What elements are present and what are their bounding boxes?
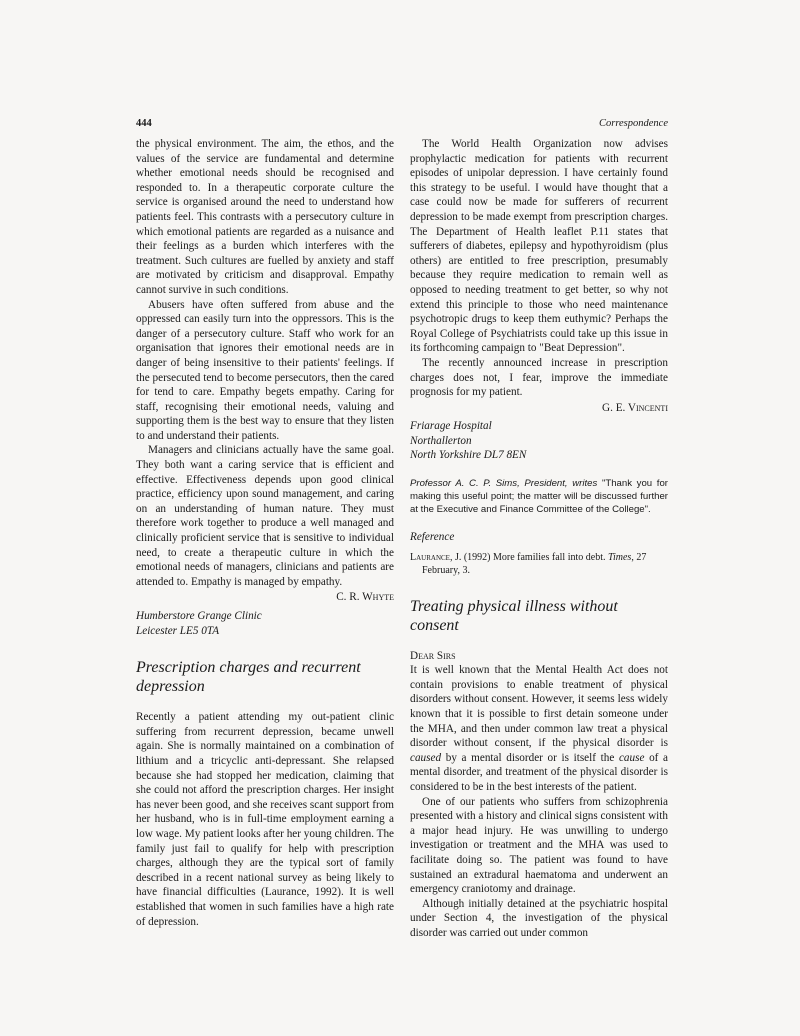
address-line: North Yorkshire DL7 8EN	[410, 449, 527, 462]
note-text: "Thank you for making this useful point; the matter will be discussed further at the Executive and Finance Committee of the College".	[410, 478, 668, 516]
text-run: It is well known that the Mental Health Act does not contain provisions to enable treatment of physical disorders without consent. However, it seems less widely known that it is possible to first detain someone under the MHA, and then under common law treat a physical disorder without consent, if the physical disorder is	[410, 664, 668, 750]
reference-journal: Times	[607, 551, 632, 563]
paragraph: One of our patients who suffers from schizophrenia presented with a history and clinical signs consistent with a major head injury. He was unwilling to undergo investigation or treatment and the MHA was used to facilitate doing so. The patient was found to have sustained an extradural haematoma and underwent an emergency craniotomy and drainage.	[410, 795, 668, 896]
reference-author: Laurance, J.	[410, 551, 462, 563]
paragraph	[410, 663, 668, 794]
note-author: Professor A. C. P. Sims, President, writes	[410, 478, 598, 490]
reference-heading: Reference	[410, 531, 455, 544]
author-address	[410, 419, 668, 463]
signature: C. R. Whyte	[336, 591, 394, 604]
paragraph: The recently announced increase in prescription charges does not, I fear, improve the immediate prognosis for my patient.	[410, 356, 668, 399]
article-heading: Treating physical illness without consent	[410, 597, 618, 634]
emphasis: cause	[618, 751, 645, 764]
left-column	[136, 137, 394, 929]
address-line: Humberstore Grange Clinic	[136, 610, 262, 622]
paragraph: the physical environment. The aim, the ethos, and the values of the service are fundamental and determine whether emotional needs should be recognised and responded to. In a therapeutic corporate culture the service is organised around the need to understand how patients feel. This contrasts with a persecutory culture in which emotional patients are regarded as a nuisance and their feelings as a burden which interferes with the treatment. Such cultures are fuelled by anxiety and staff are motivated by criticism and disapproval. Empathy cannot survive in such conditions.	[136, 138, 394, 296]
address-line: Leicester LE5 0TA	[136, 624, 220, 637]
author-address	[136, 609, 394, 638]
paragraph: Managers and clinicians actually have the same goal. They both want a caring service that is efficient and effective. Effectiveness depends upon good clinical practice, efficiency upon sound management, and caring on an understanding of human nature. They must therefore work together to produce a well managed and clinically proficient service that is sensitive to individual need, to create a therapeutic culture in which the emotional needs of managers, clinicians and patients are attended to. Empathy is managed by empathy.	[136, 444, 394, 588]
emphasis: caused	[410, 751, 442, 764]
running-head: Correspondence	[598, 118, 668, 129]
paragraph: Recently a patient attending my out-patient clinic suffering from recurrent depression, became unwell again. She is normally maintained on a combination of lithium and a tricyclic anti-depressant. She relapsed because she had stopped her medication, claiming that she could not afford the prescription charges. Her insight has never been good, and she receives scant support from her husband, who is in full-time employment earning a low wage. My patient looks after her young children. The family just fail to qualify for help with prescription charges, although they are the typical sort of family described in a recent national survey as being likely to have financial difficulties (Laurance, 1992). It is well established that women in such families have a high rate of depression.	[136, 711, 394, 928]
address-line: Friarage Hospital	[410, 420, 492, 433]
article-heading: Prescription charges and recurrent depression	[136, 659, 361, 696]
reference-entry	[410, 551, 668, 577]
salutation: Dear Sirs	[410, 649, 456, 662]
right-column	[410, 137, 668, 941]
paragraph: Although initially detained at the psychiatric hospital under Section 4, the investigation of the physical disorder was carried out under common	[410, 897, 668, 939]
reference-details: , 27 February, 3.	[422, 551, 647, 576]
address-line: Northallerton	[410, 434, 472, 447]
text-run: by a mental disorder or is itself the	[441, 751, 619, 764]
page-number: 444	[136, 118, 152, 129]
paragraph: The World Health Organization now advises prophylactic medication for patients with recurrent episodes of unipolar depression. I have certainly found this strategy to be useful. I would have thought that a case could now be made for sufferers of recurrent depression to be made exempt from prescription charges. The Department of Health leaflet P.11 states that sufferers of diabetes, epilepsy and hypothyroidism (plus others) are entitled to free prescription, presumably because they require medication to remain well as opposed to needing treatment to get better, so why not extend this principle to those who need maintenance psychotropic drugs to keep them euthymic? Perhaps the Royal College of Psychiatrists could take up this issue in its forthcoming campaign to "Beat Depression".	[410, 138, 668, 355]
signature: G. E. Vincenti	[602, 401, 668, 414]
reference-title: (1992) More families fall into debt.	[461, 551, 608, 563]
text-run: of a mental disorder, and treatment of the physical disorder is considered to be in the best interests of the patient.	[410, 751, 668, 793]
editor-note	[410, 477, 668, 516]
paragraph: Abusers have often suffered from abuse and the oppressed can easily turn into the oppressors. This is the danger of a persecutory culture. Staff who work for an organisation that ignores their emotional needs are in danger of being insensitive to their patients' feelings. If the persecuted tend to become persecutors, then the cared for tend to care. Empathy begets empathy. Caring for staff, recognising their emotional needs, valuing and supporting them is the best way to ensure that they listen to and understand their patients.	[136, 298, 394, 442]
